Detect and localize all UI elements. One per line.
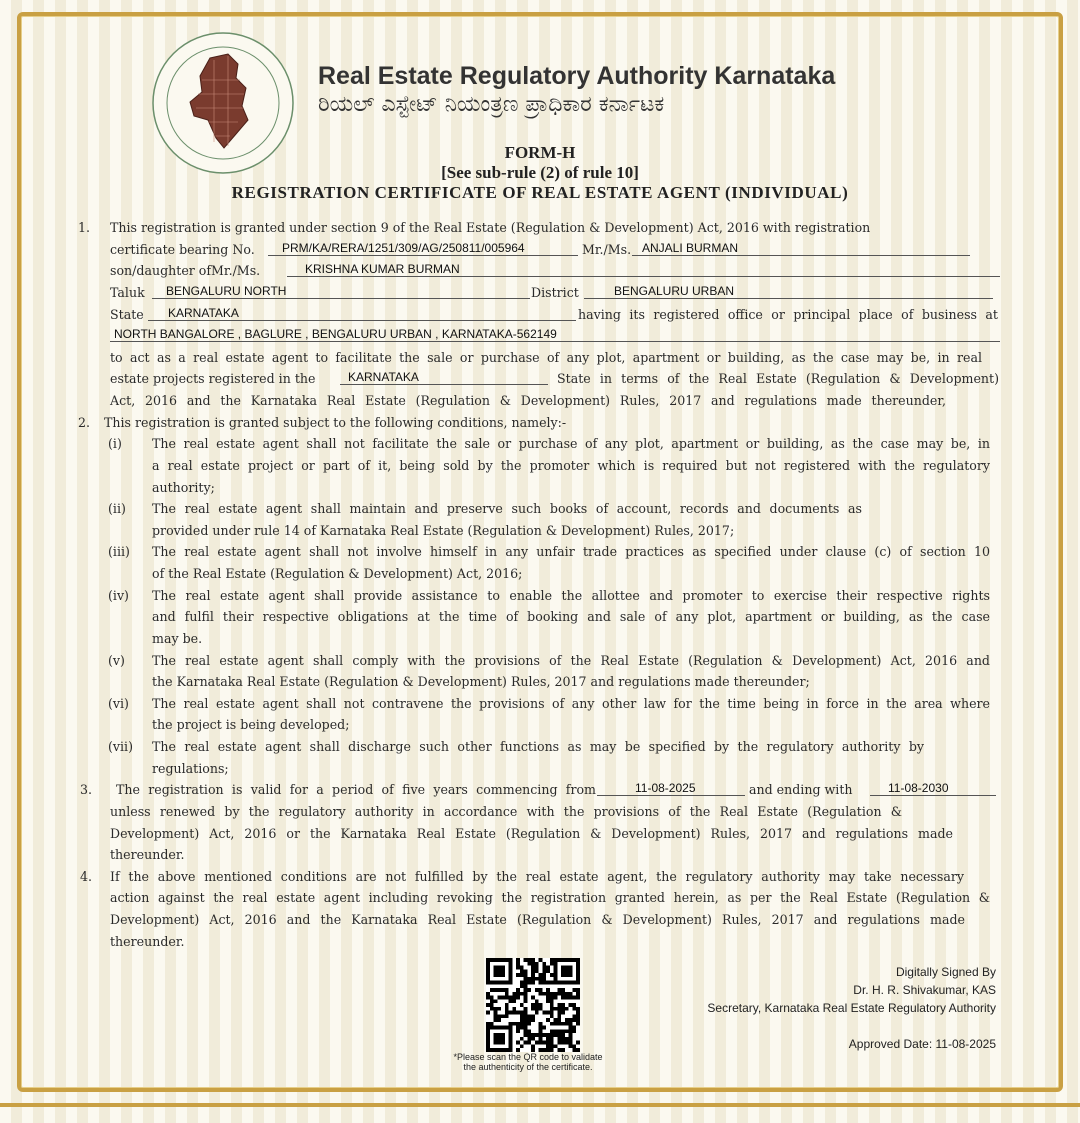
- para-1-line: [0, 304, 1080, 326]
- condition-text: The real estate agent shall not involve himself in any unfair trade practices as specified under clause (c) of section 10: [152, 544, 990, 560]
- para-text: The registration is valid for a period of five years commencing from: [116, 782, 596, 798]
- para-text: Development) Act, 2016 or the Karnataka Real Estate (Regulation & Development) Rules, 2017 and regulations made: [110, 825, 953, 841]
- para-number: 3.: [80, 782, 93, 798]
- label-parent: son/daughter ofMr./Ms.: [110, 263, 261, 279]
- para-1-line: [0, 325, 1080, 347]
- label-taluk: Taluk: [110, 284, 145, 300]
- certificate-title: REGISTRATION CERTIFICATE OF REAL ESTATE AGENT (INDIVIDUAL): [231, 183, 849, 202]
- condition-number: (vi): [108, 695, 129, 711]
- para-number: 1.: [78, 220, 91, 235]
- para-text: This registration is granted under section 9 of the Real Estate (Regulation & Development) Act, 2016 with registration: [110, 220, 871, 235]
- form-subrule: [See sub-rule (2) of rule 10]: [441, 163, 639, 182]
- authority-title-kannada: ರಿಯಲ್ ಎಸ್ಟೇಟ್ ನಿಯಂತ್ರಣ ಪ್ರಾಧಿಕಾರ ಕರ್ನಾಟಕ: [318, 92, 665, 117]
- signatory-name: Dr. H. R. Shivakumar, KAS: [853, 983, 996, 997]
- label-certificate-no: certificate bearing No.: [110, 241, 255, 257]
- label-district: District: [531, 284, 579, 300]
- para-text: to act as a real estate agent to facilitate the sale or purchase of any plot, apartment or building, as the case may be, in real: [110, 349, 982, 365]
- para-text: State in terms of the Real Estate (Regulation & Development): [557, 371, 999, 387]
- qr-caption: [428, 1052, 628, 1072]
- para-text: unless renewed by the regulatory authority in accordance with the provisions of the Real Estate (Regulation &: [110, 803, 902, 819]
- para-text: Development) Act, 2016 and the Karnataka Real Estate (Regulation & Development) Rules, 2017 and regulations made: [110, 912, 965, 927]
- para-1-line: [0, 260, 1080, 282]
- condition-text: of the Real Estate (Regulation & Development) Act, 2016;: [152, 566, 523, 581]
- registration-number-field: PRM/KA/RERA/1251/309/AG/250811/005964: [268, 239, 578, 256]
- para-1-line: [0, 368, 1080, 390]
- qr-caption-line: the authenticity of the certificate.: [463, 1062, 593, 1072]
- district-field: BENGALURU URBAN: [584, 282, 993, 299]
- para-number: 4.: [80, 868, 93, 884]
- label-mr-ms: Mr./Ms.: [582, 241, 632, 257]
- condition-text: the project is being developed;: [152, 717, 350, 733]
- valid-from-field: 11-08-2025: [597, 779, 745, 796]
- valid-to-field: 11-08-2030: [870, 779, 996, 796]
- para-text: This registration is granted subject to the following conditions, namely:-: [104, 414, 567, 430]
- label-projects-registered: estate projects registered in the: [110, 371, 316, 387]
- condition-text: The real estate agent shall provide assistance to enable the allottee and promoter to exercise their respective rights: [152, 587, 990, 603]
- condition-text: The real estate agent shall comply with the provisions of the Real Estate (Regulation & Development) Act, 2016 and: [152, 652, 990, 668]
- qr-code[interactable]: [486, 958, 580, 1052]
- condition-number: (iv): [108, 587, 129, 603]
- condition-text: authority;: [152, 479, 215, 495]
- para-number: 2.: [78, 414, 91, 430]
- condition-text: The real estate agent shall discharge such other functions as may be specified by the regulatory authority by: [152, 739, 924, 754]
- condition-text: may be.: [152, 630, 203, 646]
- para-4-line: [0, 866, 1080, 888]
- certificate-body: [0, 217, 1080, 952]
- para-text: Act, 2016 and the Karnataka Real Estate (Regulation & Development) Rules, 2017 and regulations made thereunder,: [110, 393, 946, 408]
- para-1-line: [0, 390, 1080, 412]
- para-1-line: [0, 239, 1080, 261]
- condition-text: provided under rule 14 of Karnataka Real Estate (Regulation & Development) Rules, 2017;: [152, 522, 735, 538]
- label-ending-with: and ending with: [749, 782, 853, 798]
- condition-number: (iii): [108, 544, 130, 560]
- condition-number: (v): [108, 652, 125, 668]
- taluk-field: BENGALURU NORTH: [152, 282, 530, 299]
- digitally-signed-label: Digitally Signed By: [895, 965, 996, 979]
- para-1-line: [0, 347, 1080, 369]
- address-field: NORTH BANGALORE , BAGLURE , BENGALURU URBAN , KARNATAKA-562149: [110, 325, 1000, 342]
- agent-name-field: ANJALI BURMAN: [632, 239, 970, 256]
- condition-number: (i): [108, 436, 122, 452]
- authority-title-english: Real Estate Regulatory Authority Karnataka: [318, 62, 836, 90]
- condition-text: the Karnataka Real Estate (Regulation & Development) Rules, 2017 and regulations made thereunder;: [152, 674, 810, 690]
- para-text: action against the real estate agent including revoking the registration granted herein, as per the Real Estate (Regulation &: [110, 890, 990, 906]
- label-registered-office: having its registered office or principal place of business at: [578, 306, 998, 322]
- label-state: State: [110, 306, 144, 322]
- project-state-field: KARNATAKA: [340, 368, 548, 385]
- condition-text: The real estate agent shall maintain and preserve such books of account, records and documents as: [152, 501, 862, 517]
- condition-number: (vii): [108, 739, 133, 754]
- gold-border-bottom: [0, 1103, 1080, 1107]
- condition-number: (ii): [108, 501, 126, 517]
- para-text: thereunder.: [110, 847, 185, 863]
- state-field: KARNATAKA: [148, 304, 576, 321]
- signatory-designation: Secretary, Karnataka Real Estate Regulatory Authority: [707, 1001, 996, 1015]
- para-text: If the above mentioned conditions are not fulfilled by the real estate agent, the regulatory authority may take necessary: [110, 868, 964, 884]
- parent-name-field: KRISHNA KUMAR BURMAN: [287, 260, 1000, 277]
- condition-text: a real estate project or part of it, being sold by the promoter which is required but not registered with the regulatory: [152, 457, 990, 473]
- para-3-line: [0, 779, 1080, 801]
- para-1-line: [0, 282, 1080, 304]
- condition-text: The real estate agent shall not facilitate the sale or purchase of any plot, apartment or building, as the case may be, in: [152, 436, 990, 452]
- para-1-line: [0, 217, 1080, 239]
- condition-text: regulations;: [152, 760, 229, 776]
- condition-text: and fulfil their respective obligations at the time of booking and sale of any plot, apartment or building, as the case: [152, 609, 990, 625]
- condition-text: The real estate agent shall not contravene the provisions of any other law for the time being in force in the area where: [152, 695, 990, 711]
- qr-caption-line: *Please scan the QR code to validate: [453, 1052, 603, 1062]
- para-2-line: [0, 412, 1080, 434]
- approved-date: Approved Date: 11-08-2025: [848, 1037, 996, 1051]
- form-name: FORM-H: [504, 143, 576, 162]
- para-text: thereunder.: [110, 933, 185, 949]
